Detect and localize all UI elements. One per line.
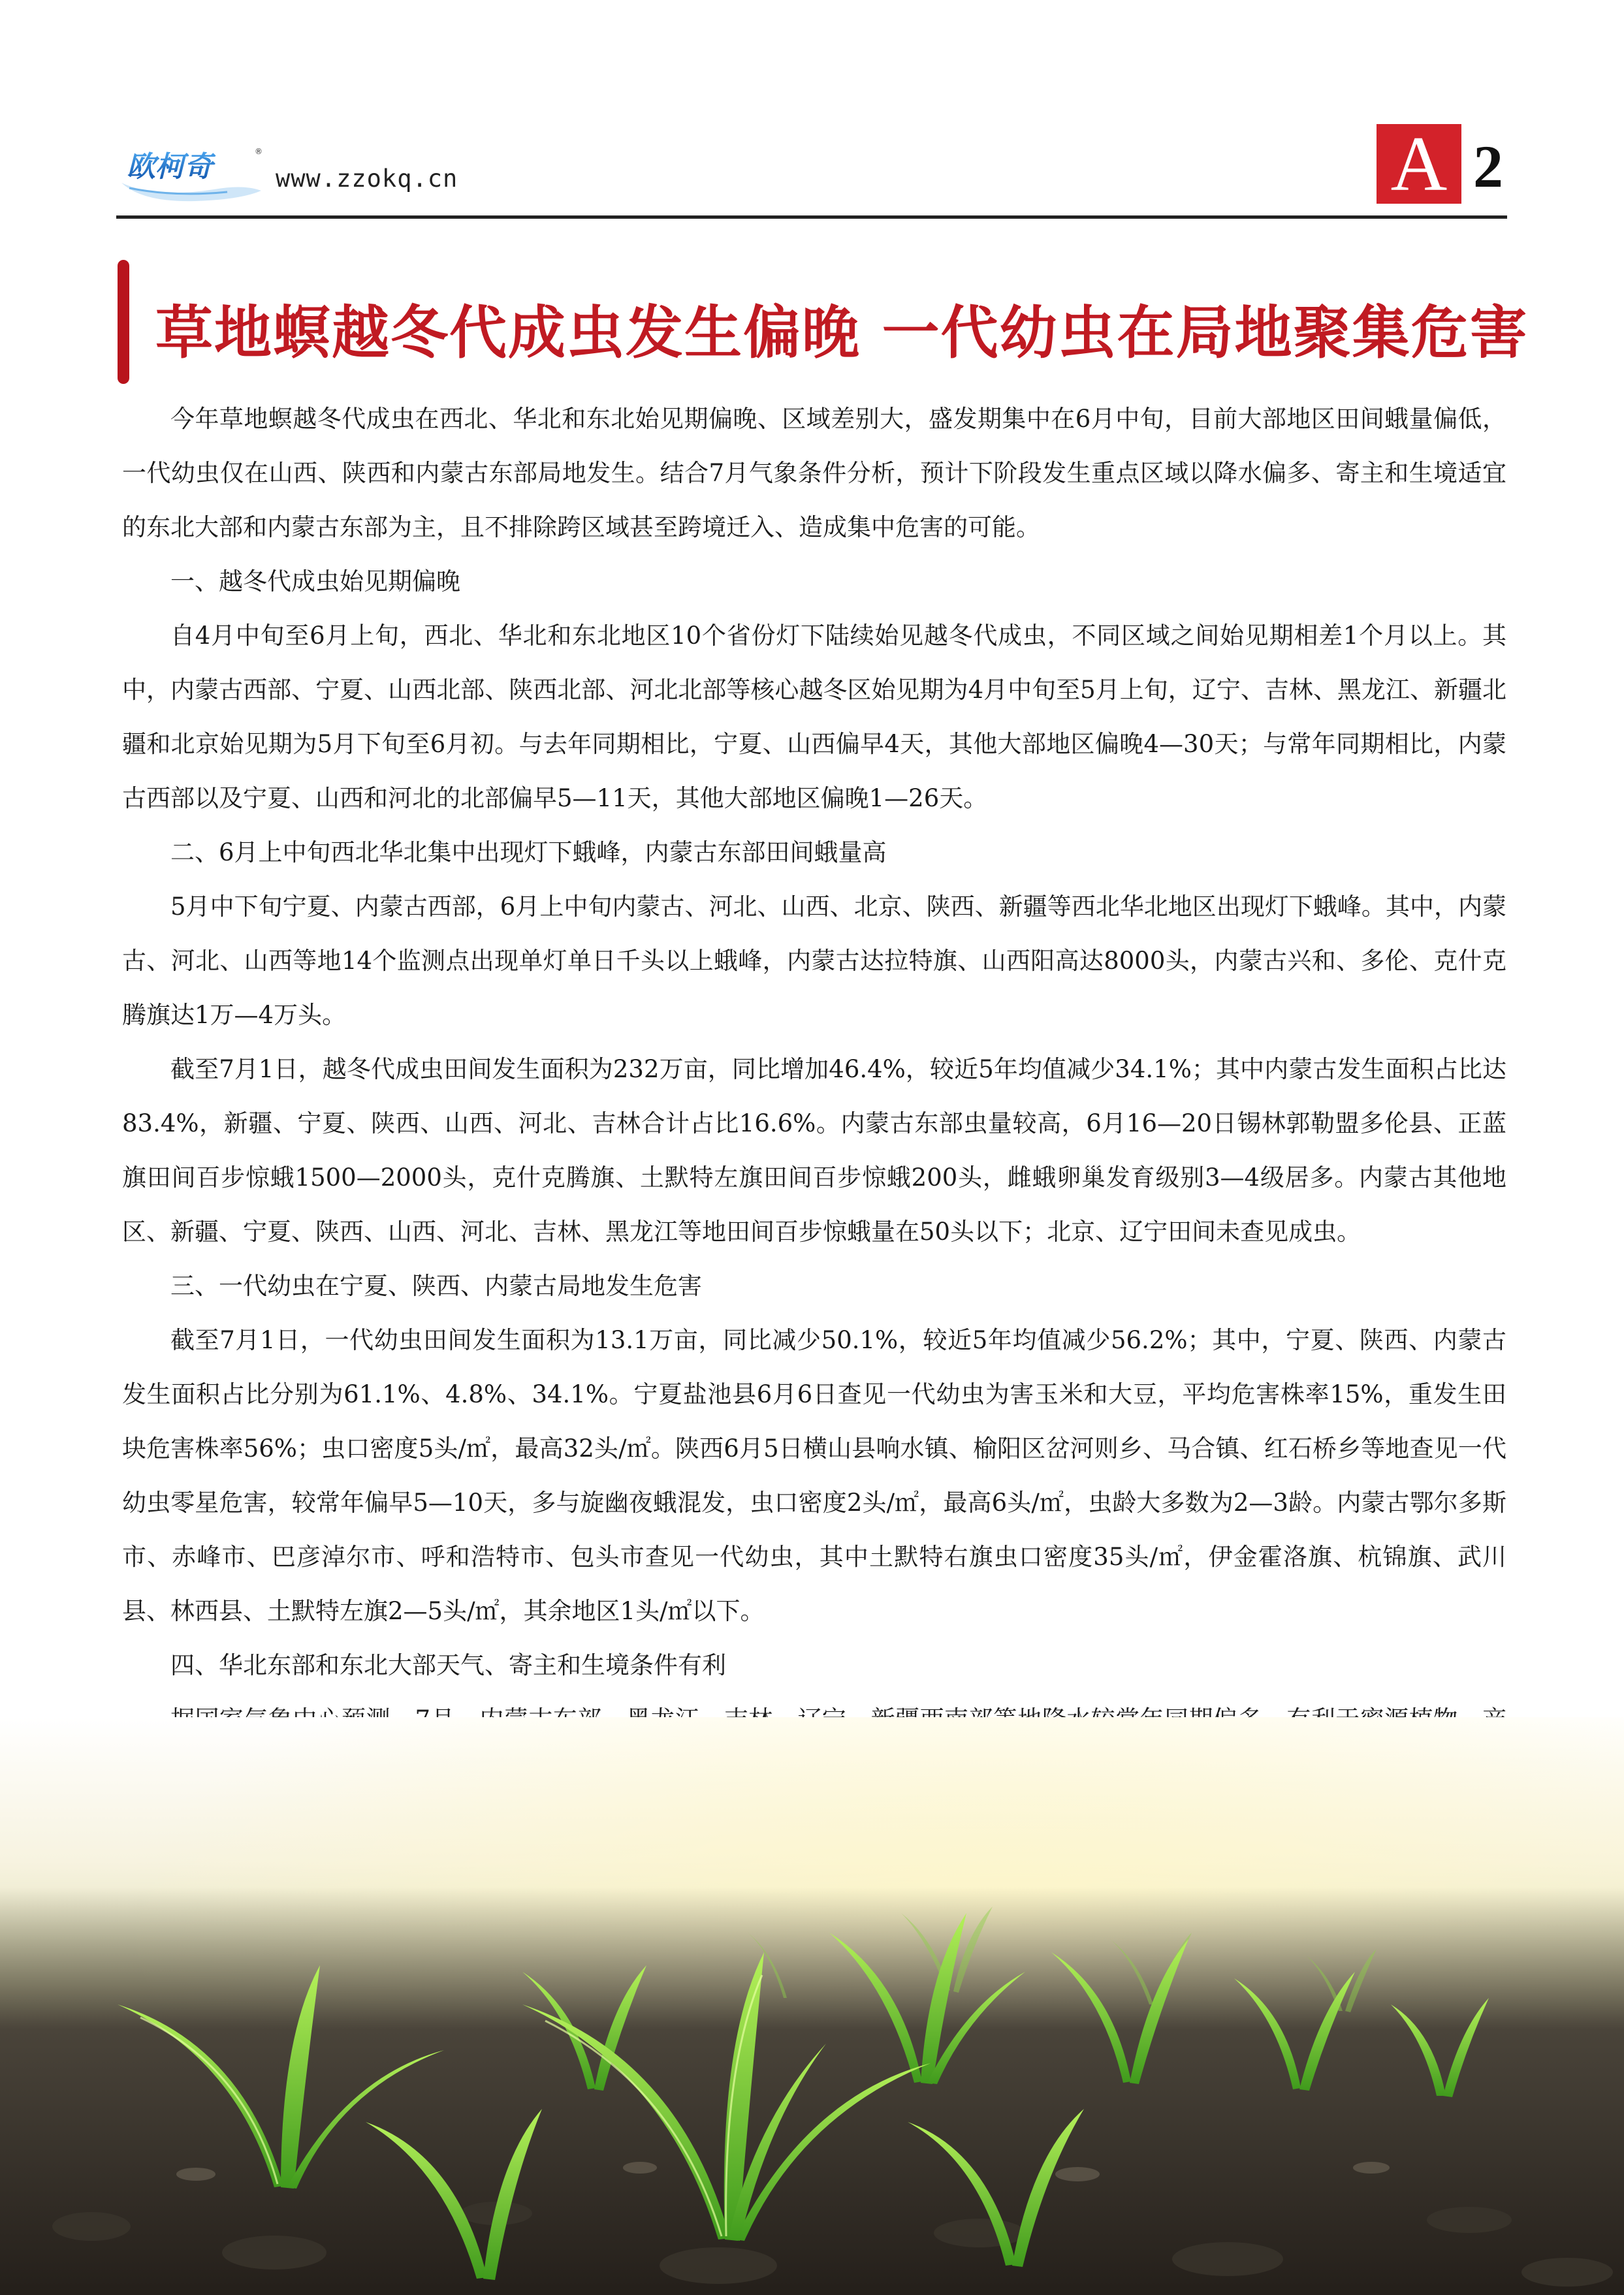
paragraph: 5月中下旬宁夏、内蒙古西部，6月上中旬内蒙古、河北、山西、北京、陕西、新疆等西北华北地区出现灯下蛾峰。其中，内蒙古、河北、山西等地14个监测点出现单灯单日千头以上蛾峰，内蒙古达拉特旗、山西阳高达8000头，内蒙古兴和、多伦、克什克腾旗达1万—4万头。 <box>122 893 1506 1029</box>
article-title: 草地螟越冬代成虫发生偏晚 一代幼虫在局地聚集危害 <box>155 299 1529 366</box>
paragraph: 截至7月1日，越冬代成虫田间发生面积为232万亩，同比增加46.4%，较近5年均值减少34.1%；其中内蒙古发生面积占比达83.4%，新疆、宁夏、陕西、山西、河北、吉林合计占比16.6%。内蒙古东部虫量较高，6月16—20日锡林郭勒盟多伦县、正蓝旗田间百步惊蛾1500—2000头，克什克腾旗、土默特左旗田间百步惊蛾200头，雌蛾卵巢发育级别3—4级居多。内蒙古其他地区、新疆、宁夏、陕西、山西、河北、吉林、黑龙江等地田间百步惊蛾量在50头以下；北京、辽宁田间未查见成虫。 <box>122 1055 1506 1246</box>
header-divider <box>116 215 1507 219</box>
paragraph: 自4月中旬至6月上旬，西北、华北和东北地区10个省份灯下陆续始见越冬代成虫，不同区域之间始见期相差1个月以上。其中，内蒙古西部、宁夏、山西北部、陕西北部、河北北部等核心越冬区始见期为4月中旬至5月上旬，辽宁、吉林、黑龙江、新疆北疆和北京始见期为5月下旬至6月初。与去年同期相比，宁夏、山西偏早4天，其他大部地区偏晚4—30天；与常年同期相比，内蒙古西部以及宁夏、山西和河北的北部偏早5—11天，其他大部地区偏晚1—26天。 <box>122 622 1506 812</box>
paragraph: 截至7月1日，一代幼虫田间发生面积为13.1万亩，同比减少50.1%，较近5年均值减少56.2%；其中，宁夏、陕西、内蒙古发生面积占比分别为61.1%、4.8%、34.1%。宁夏盐池县6月6日查见一代幼虫为害玉米和大豆，平均危害株率15%，重发生田块危害株率56%；虫口密度5头/㎡，最高32头/㎡。陕西6月5日横山县响水镇、榆阳区岔河则乡、马合镇、红石桥乡等地查见一代幼虫零星危害，较常年偏早5—10天，多与旋幽夜蛾混发，虫口密度2头/㎡，最高6头/㎡，虫龄大多数为2—3龄。内蒙古鄂尔多斯市、赤峰市、巴彦淖尔市、呼和浩特市、包头市查见一代幼虫，其中土默特右旗虫口密度35头/㎡，伊金霍洛旗、杭锦旗、武川县、林西县、土默特左旗2—5头/㎡，其余地区1头/㎡以下。 <box>122 1326 1506 1625</box>
page-badge <box>1377 120 1503 209</box>
paragraph-intro: 今年草地螟越冬代成虫在西北、华北和东北始见期偏晚、区域差别大，盛发期集中在6月中旬，目前大部地区田间蛾量偏低，一代幼虫仅在山西、陕西和内蒙古东部局地发生。结合7月气象条件分析，预计下阶段发生重点区域以降水偏多、寄主和生境适宜的东北大部和内蒙古东部为主，且不排除跨区域甚至跨境迁入、造成集中危害的可能。 <box>122 405 1506 541</box>
section-heading-4: 四、华北东部和东北大部天气、寄主和生境条件有利 <box>170 1651 726 1679</box>
brand-logo <box>116 142 266 204</box>
section-heading-1: 一、越冬代成虫始见期偏晚 <box>170 567 460 595</box>
svg-text:欧柯奇: 欧柯奇 <box>127 150 213 183</box>
logo-text <box>0 0 1 1</box>
section-heading-3: 三、一代幼虫在宁夏、陕西、内蒙古局地发生危害 <box>170 1272 702 1300</box>
seedling-field-illustration <box>0 1717 1624 2295</box>
site-url: www.zzokq.cn <box>276 165 458 193</box>
section-letter: A <box>1377 124 1461 204</box>
section-heading-2: 二、6月上中旬西北华北集中出现灯下蛾峰，内蒙古东部田间蛾量高 <box>170 838 887 866</box>
svg-text:®: ® <box>255 147 263 156</box>
page-number: 2 <box>1473 133 1503 200</box>
title-accent-bar <box>118 260 129 384</box>
